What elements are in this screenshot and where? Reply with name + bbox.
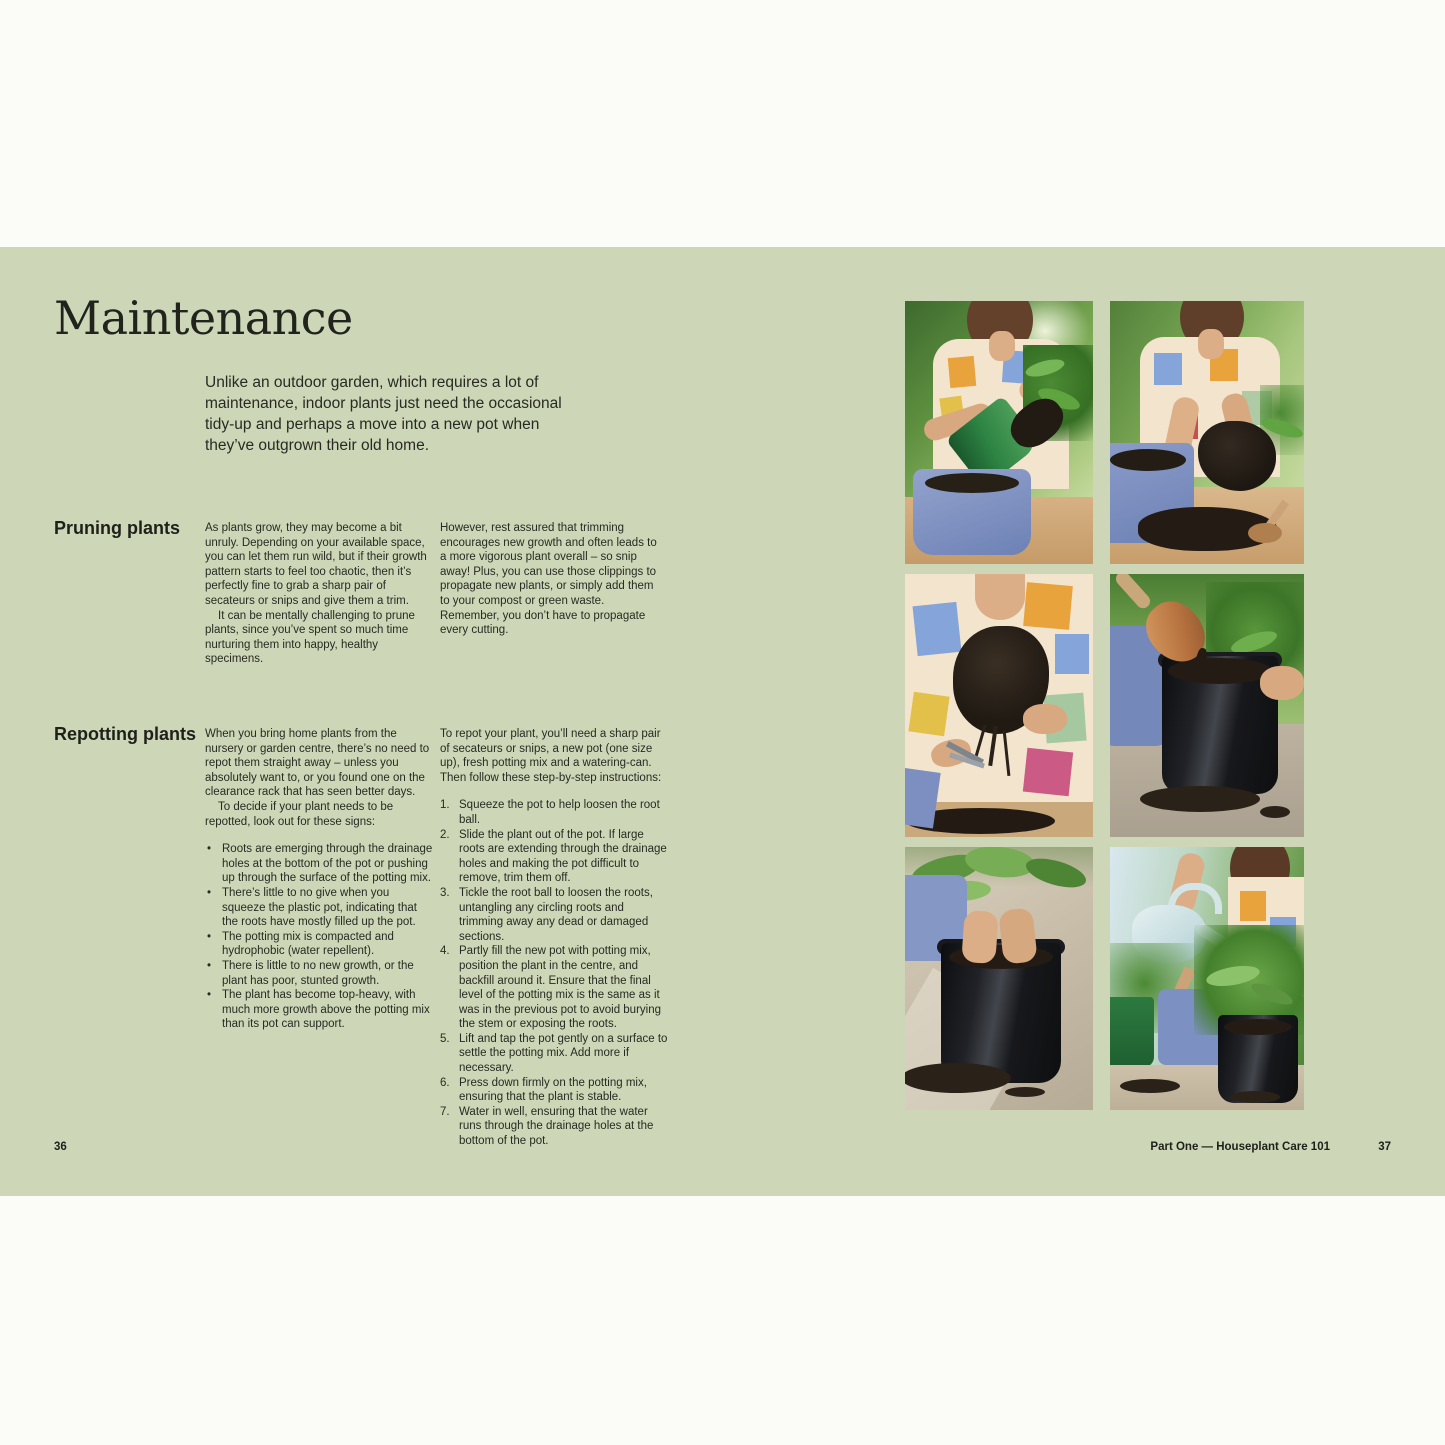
photo-step-water-in xyxy=(1110,847,1304,1110)
soil-spread-shape xyxy=(1140,786,1260,812)
shirt-patch xyxy=(948,356,977,388)
shirt-patch xyxy=(1055,634,1089,674)
photo-step-slide-out xyxy=(1110,301,1304,564)
pruning-column-2 xyxy=(440,521,664,638)
step-item: Lift and tap the pot gently on a surface to settle the potting mix. Add more if necessary. xyxy=(459,1032,668,1075)
hand-shape xyxy=(961,910,999,964)
section-heading-pruning: Pruning plants xyxy=(54,518,180,538)
body-paragraph: To repot your plant, you’ll need a sharp pair of secateurs or snips, a new pot (one size up), fresh potting mix and a watering-can. Then follow these step-by-step instructions: xyxy=(440,728,662,784)
shirt-patch xyxy=(913,602,962,656)
body-paragraph: It can be mentally challenging to prune plants, since you’ve spent so much time nurturing them into happy, healthy specimens. xyxy=(205,609,415,666)
repotting-signs-list xyxy=(205,842,433,1032)
photo-step-tip-pot xyxy=(905,301,1093,564)
step-item: Press down firmly on the potting mix, ensuring that the plant is stable. xyxy=(459,1076,647,1104)
bullet-item: • There is little to no new growth, or the plant has poor, stunted growth. xyxy=(205,959,433,988)
bullet-item: • The potting mix is compacted and hydrophobic (water repellent). xyxy=(205,930,433,959)
repotting-steps-list xyxy=(440,798,668,1148)
footer-section-label: Part One — Houseplant Care 101 xyxy=(1150,1141,1330,1153)
repotting-column-2 xyxy=(440,727,668,1149)
shirt-patch xyxy=(1240,891,1266,921)
soil-spread-shape xyxy=(1260,806,1290,818)
tub-soil-shape xyxy=(925,473,1019,493)
shirt-patch xyxy=(1023,748,1073,797)
pot-soil-shape xyxy=(1224,1019,1292,1035)
body-paragraph: However, rest assured that trimming encourages new growth and often leads to a more vigorous plant overall – so snip away! Plus, you can use those clippings to propagate new plants, or simply add them to your compost or green waste. Remember, you don’t have to propagate every cutting. xyxy=(440,522,657,637)
soil-spread-shape xyxy=(1230,1091,1280,1103)
soil-spread-shape xyxy=(1120,1079,1180,1093)
hand-shape xyxy=(1023,704,1067,734)
step-item: Squeeze the pot to help loosen the root ball. xyxy=(459,799,660,826)
shirt-patch xyxy=(1023,582,1073,630)
shirt-patch xyxy=(908,692,949,737)
step-item: Water in well, ensuring that the water runs through the drainage holes at the bottom of the pot. xyxy=(459,1105,654,1148)
photo-step-tickle-roots xyxy=(905,574,1093,837)
soil-spread-shape xyxy=(905,1063,1011,1093)
bullet-item: • The plant has become top-heavy, with much more growth above the potting mix than its pot can support. xyxy=(205,988,433,1032)
spoon-bowl-shape xyxy=(1248,523,1282,543)
soil-spread-shape xyxy=(1005,1087,1045,1097)
body-paragraph: When you bring home plants from the nursery or garden centre, there’s no need to repot them straight away – unless you absolutely want to, or you found one on the clearance rack that has seen better days. xyxy=(205,728,430,799)
pot-soil-shape xyxy=(1168,658,1272,684)
tub-soil-shape xyxy=(1110,449,1186,471)
hand-shape xyxy=(998,907,1037,964)
green-bucket-shape xyxy=(1110,997,1154,1067)
repotting-column-1 xyxy=(205,727,433,1032)
body-paragraph: As plants grow, they may become a bit unruly. Depending on your available space, you can let them run wild, but if their growth pattern starts to feel too chaotic, then it’s perfectly fine to grab a sharp pair of secateurs or snips and give them a trim. xyxy=(205,522,427,607)
intro-paragraph: Unlike an outdoor garden, which requires a lot of maintenance, indoor plants just need the occasional tidy-up and perhaps a move into a new pot when they’ve outgrown their old home. xyxy=(205,374,562,454)
neck-skin-shape xyxy=(975,574,1025,620)
step-item: Partly fill the new pot with potting mix, position the plant in the centre, and backfill around it. Ensure that the final level of the potting mix is the same as it was in the previous pot to avoid burying the stem or exposing the roots. xyxy=(459,945,662,1031)
photo-step-press-down xyxy=(905,847,1093,1110)
step-item: Tickle the root ball to loosen the roots, untangling any circling roots and trimming away any dead or damaged sections. xyxy=(459,886,653,943)
page-title: Maintenance xyxy=(54,291,353,345)
shirt-patch xyxy=(1154,353,1182,385)
neck-skin-shape xyxy=(1198,329,1224,359)
bullet-item: • Roots are emerging through the drainage holes at the bottom of the pot or pushing up through the surface of the potting mix. xyxy=(205,842,433,886)
body-paragraph: To decide if your plant needs to be repotted, look out for these signs: xyxy=(205,800,394,828)
right-page-number: 37 xyxy=(1378,1141,1391,1153)
photo-step-backfill xyxy=(1110,574,1304,837)
pruning-column-1 xyxy=(205,521,433,667)
section-heading-repotting: Repotting plants xyxy=(54,724,196,744)
left-page-number: 36 xyxy=(54,1141,67,1153)
step-item: Slide the plant out of the pot. If large roots are extending through the drainage holes and making the pot difficult to remove, trim them off. xyxy=(459,828,667,885)
hand-shape xyxy=(1260,666,1304,700)
neck-skin-shape xyxy=(989,331,1015,361)
bullet-item: • There’s little to no give when you squeeze the plastic pot, indicating that the roots have mostly filled up the pot. xyxy=(205,886,433,930)
